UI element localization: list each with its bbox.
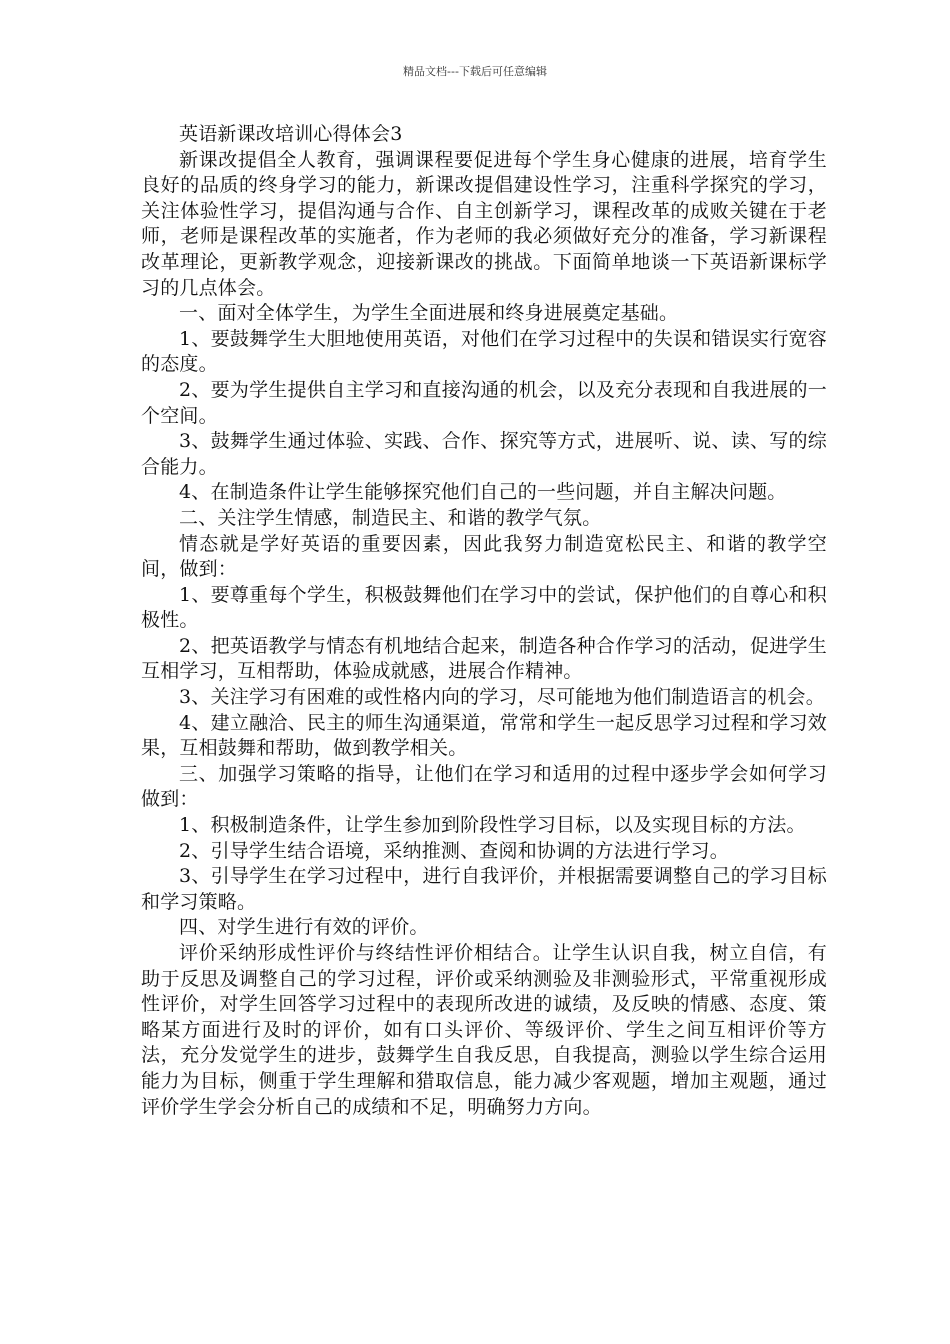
list-item-3-3: 3、引导学生在学习过程中，进行自我评价，并根据需要调整自己的学习目标和学习策略。 xyxy=(141,865,827,913)
list-item-2-1: 1、要尊重每个学生，积极鼓舞他们在学习中的尝试，保护他们的自尊心和积极性。 xyxy=(141,583,827,632)
section-heading-3: 三、加强学习策略的指导，让他们在学习和适用的过程中逐步学会如何学习做到： xyxy=(141,762,827,811)
paragraph-4-body: 评价采纳形成性评价与终结性评价相结合。让学生认识自我，树立自信，有助于反思及调整自己的学习过程，评价或采纳测验及非测验形式，平常重视形成性评价，对学生回答学习过程中的表现所改进的诚绩，及反映的情感、态度、策略某方面进行及时的评价，如有口头评价、等级评价、学生之间互相评价等方法，充分发觉学生的进步，鼓舞学生自我反思，自我提高，测验以学生综合运用能力为目标，侧重于学生理解和猎取信息，能力减少客观题，增加主观题，通过评价学生学会分析自己的成绩和不足，明确努力方向。 xyxy=(141,942,827,1118)
list-item-1-4: 4、在制造条件让学生能够探究他们自己的一些问题，并自主解决问题。 xyxy=(179,481,787,504)
list-item-2-4: 4、建立融洽、民主的师生沟通渠道，常常和学生一起反思学习过程和学习效果，互相鼓舞和帮助，做到教学相关。 xyxy=(141,711,827,760)
section-heading-4: 四、对学生进行有效的评价。 xyxy=(179,916,429,939)
section-heading-1: 一、面对全体学生，为学生全面进展和终身进展奠定基础。 xyxy=(179,302,679,325)
list-item-3-2: 2、引导学生结合语境，采纳推测、查阅和协调的方法进行学习。 xyxy=(179,839,729,862)
page-header: 精品文档---下载后可任意编辑 xyxy=(403,65,547,78)
paragraph-2-intro: 情态就是学好英语的重要因素，因此我努力制造宽松民主、和谐的教学空间，做到： xyxy=(141,532,827,581)
section-heading-2: 二、关注学生情感，制造民主、和谐的教学气氛。 xyxy=(179,506,602,529)
list-item-1-2: 2、要为学生提供自主学习和直接沟通的机会，以及充分表现和自我进展的一个空间。 xyxy=(141,378,827,427)
list-item-3-1: 1、积极制造条件，让学生参加到阶段性学习目标，以及实现目标的方法。 xyxy=(179,814,806,837)
list-item-2-2: 2、把英语教学与情态有机地结合起来，制造各种合作学习的活动，促进学生互相学习，互相帮助，体验成就感，进展合作精神。 xyxy=(141,634,827,683)
list-item-1-3: 3、鼓舞学生通过体验、实践、合作、探究等方式，进展听、说、读、写的综合能力。 xyxy=(141,430,827,478)
document-body xyxy=(141,122,827,1120)
list-item-1-1: 1、要鼓舞学生大胆地使用英语，对他们在学习过程中的失误和错误实行宽容的态度。 xyxy=(141,327,827,376)
document-title: 英语新课改培训心得体会3 xyxy=(179,123,403,145)
list-item-2-3: 3、关注学习有困难的或性格内向的学习，尽可能地为他们制造语言的机会。 xyxy=(179,686,825,709)
paragraph-intro: 新课改提倡全人教育，强调课程要促进每个学生身心健康的进展，培育学生良好的品质的终身学习的能力，新课改提倡建设性学习，注重科学探究的学习，关注体验性学习，提倡沟通与合作、自主创新学习，课程改革的成败关键在于老师，老师是课程改革的实施者，作为老师的我必须做好充分的准备，学习新课程改革理论，更新教学观念，迎接新课改的挑战。下面简单地谈一下英语新课标学习的几点体会。 xyxy=(141,148,827,299)
